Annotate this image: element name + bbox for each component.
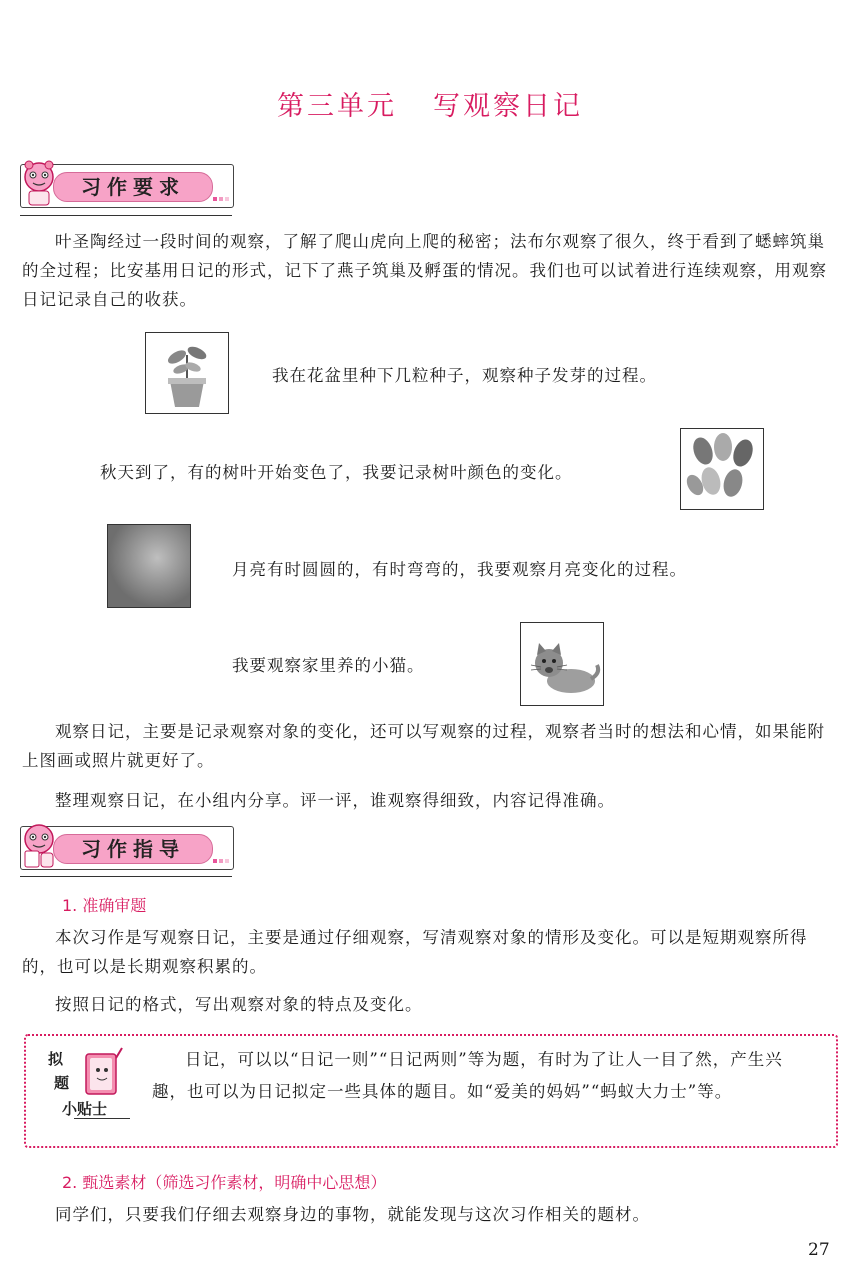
guidance-paragraph-2: 按照日记的格式，写出观察对象的特点及变化。 — [55, 995, 423, 1014]
badge-underline — [20, 215, 232, 216]
tip-label-block — [34, 1044, 140, 1124]
unit-title — [0, 84, 860, 123]
seedling-pot-icon — [146, 333, 228, 413]
section-badge-guidance — [20, 826, 234, 870]
diary-description-paragraph: 观察日记，主要是记录观察对象的变化，还可以写观察的过程，观察者当时的想法和心情，如果能附上图画或照片就更好了。 — [22, 722, 825, 770]
section-badge-label: 习作要求 — [53, 172, 213, 202]
item-leaves-text: 秋天到了，有的树叶开始变色了，我要记录树叶颜色的变化。 — [100, 463, 573, 482]
guidance-paragraph-1: 本次习作是写观察日记，主要是通过仔细观察，写清观察对象的情形及变化。可以是短期观察所得的，也可以是长期观察积累的。 — [22, 928, 808, 976]
leaves-photo — [680, 428, 764, 510]
moon-photo — [107, 524, 191, 608]
tip-label-c: 小贴士 — [62, 1100, 108, 1118]
item-kitten-text: 我要观察家里养的小猫。 — [232, 656, 425, 675]
item-moon-text: 月亮有时圆圆的，有时弯弯的，我要观察月亮变化的过程。 — [232, 560, 687, 579]
tip-label-a: 拟 — [48, 1050, 64, 1068]
section-badge-requirements — [20, 164, 234, 208]
unit-title-part1: 第三单元 — [277, 91, 397, 122]
book-icon — [82, 1046, 126, 1098]
share-paragraph: 整理观察日记，在小组内分享。评一评，谁观察得细致，内容记得准确。 — [55, 791, 615, 810]
badge-dots — [213, 197, 229, 201]
tip-label-b: 题 — [54, 1074, 70, 1092]
heading-accurate-topic: 1. 准确审题 — [62, 896, 147, 915]
kitten-icon — [521, 623, 603, 705]
crescent-moon-icon — [108, 525, 190, 607]
unit-title-part2: 写观察日记 — [433, 91, 583, 122]
seedling-photo — [145, 332, 229, 414]
page-number: 27 — [808, 1240, 830, 1260]
section-badge-label: 习作指导 — [53, 834, 213, 864]
badge-dots — [213, 859, 229, 863]
guidance-paragraph-3: 同学们，只要我们仔细去观察身边的事物，就能发现与这次习作相关的题材。 — [55, 1205, 650, 1224]
heading-select-material: 2. 甄选素材（筛选习作素材，明确中心思想） — [62, 1173, 387, 1192]
leaves-icon — [681, 429, 763, 509]
tip-text: 日记，可以以“日记一则”“日记两则”等为题，有时为了让人一目了然，产生兴趣，也可以为日记拟定一些具体的题目。如“爱美的妈妈”“蚂蚁大力士”等。 — [152, 1050, 783, 1101]
intro-paragraph: 叶圣陶经过一段时间的观察，了解了爬山虎向上爬的秘密；法布尔观察了很久，终于看到了蟋蟀筑巢的全过程；比安基用日记的形式，记下了燕子筑巢及孵蛋的情况。我们也可以试着进行连续观察，用观察日记记录自己的收获。 — [22, 232, 827, 309]
tip-label-underline — [74, 1118, 130, 1119]
badge-underline — [20, 876, 232, 877]
kitten-photo — [520, 622, 604, 706]
item-seedling-text: 我在花盆里种下几粒种子，观察种子发芽的过程。 — [272, 366, 657, 385]
